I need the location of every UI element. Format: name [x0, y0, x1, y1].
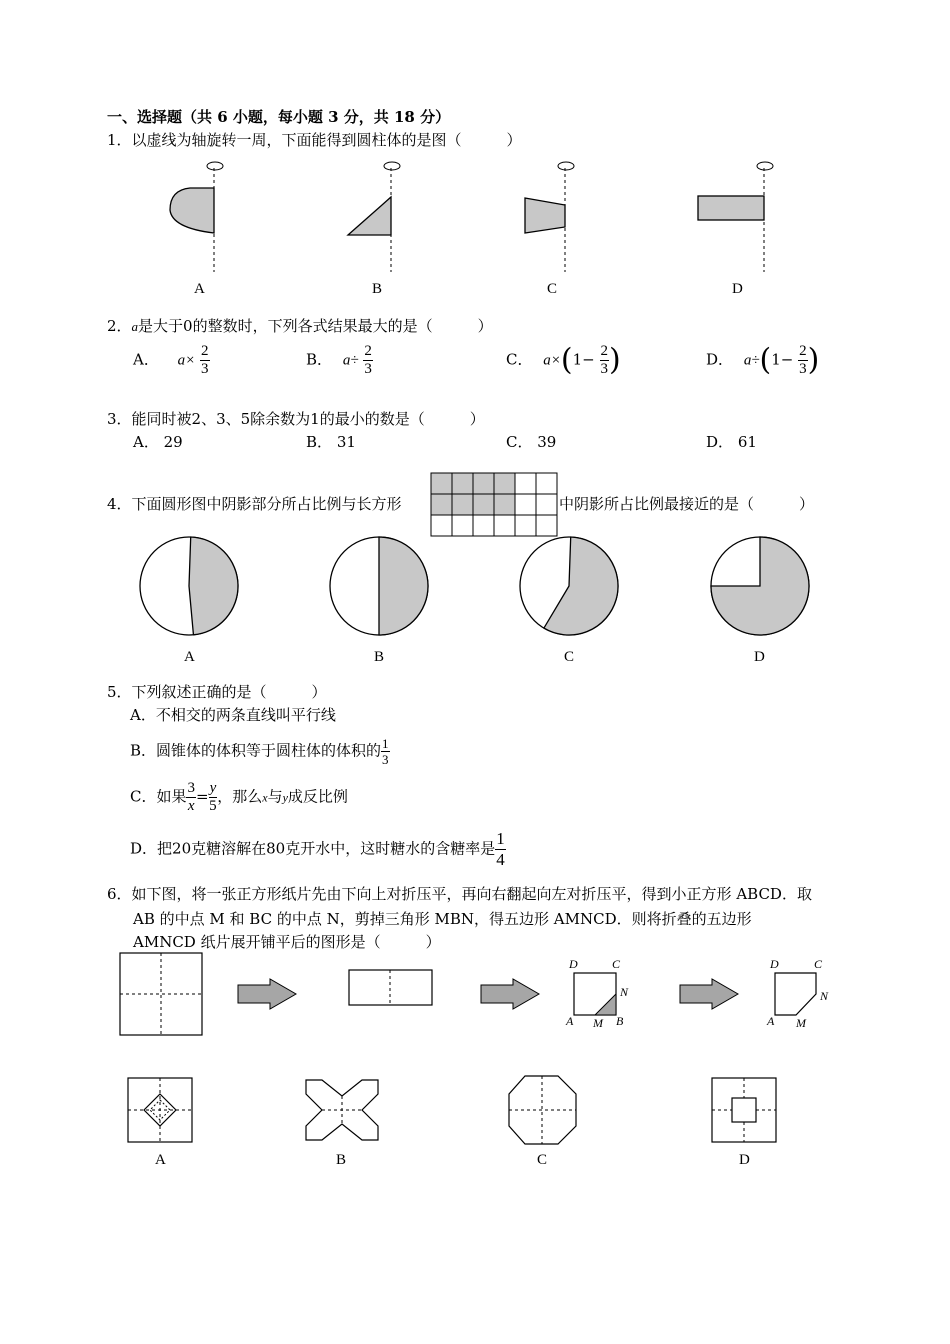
q3-option-a: A． 29 [133, 433, 183, 451]
q6-label-a: A [155, 1152, 166, 1168]
q6-label-c: C [537, 1152, 548, 1168]
q4-label-a: A [184, 649, 195, 665]
q5-option-d: D．把20克糖溶解在80克开水中，这时糖水的含糖率是 $\frac{1}{4}$ [130, 829, 505, 869]
q4-stem-b: 中阴影所占比例最接近的是（ ） [559, 495, 815, 513]
q1-stem: 1．以虚线为轴旋转一周，下面能得到圆柱体的是图（ ） [107, 131, 522, 149]
q1-label-a: A [194, 281, 205, 297]
arrow-right-icon [481, 979, 539, 1009]
vertex-d-label: D [770, 957, 779, 971]
q4-label-d: D [754, 649, 765, 665]
vertex-n-label: N [820, 989, 829, 1003]
q6-answer-a-figure [128, 1078, 192, 1142]
q4-label-b: B [374, 649, 385, 665]
vertex-a-label: A [566, 1014, 574, 1028]
q6-line1: 6．如下图，将一张正方形纸片先由下向上对折压平，再向右翻起向左对折压平，得到小正方形 ABCD．取 [107, 885, 812, 903]
q6-label-b: B [336, 1152, 347, 1168]
q2-stem: 2．a是大于0的整数时，下列各式结果最大的是（ ） [107, 317, 493, 335]
q6-line3: AMNCD 纸片展开铺平后的图形是（ ） [133, 933, 441, 951]
q6-small-square [574, 973, 616, 1015]
vertex-c-label: C [612, 957, 621, 971]
q4-label-c: C [564, 649, 575, 665]
vertex-b-label: B [616, 1014, 624, 1028]
q6-paper-rectangle [349, 970, 432, 1005]
q6-answer-d-figure [712, 1078, 776, 1142]
q6-answer-c-figure [509, 1076, 576, 1144]
q6-line2: AB 的中点 M 和 BC 的中点 N，剪掉三角形 MBN，得五边形 AMNCD．则将折叠的五边形 [133, 910, 752, 928]
q1-label-c: C [547, 281, 558, 297]
q3-option-d: D． 61 [706, 433, 757, 451]
q3-option-c: C． 39 [506, 433, 557, 451]
q4-stem-a: 4．下面圆形图中阴影部分所占比例与长方形 [107, 495, 402, 513]
q3-stem: 3．能同时被2、3、5除余数为1的最小的数是（ ） [107, 410, 485, 428]
vertex-m-label: M [593, 1016, 603, 1030]
vertex-d-label: D [569, 957, 578, 971]
q2-option-a: A． a× $\frac{2}{3}$ [133, 343, 209, 377]
q2-option-c: C． a×(1− $\frac{2}{3}$ ) [506, 342, 621, 378]
q1-label-b: B [372, 281, 383, 297]
q6-label-d: D [739, 1152, 750, 1168]
q6-pentagon [775, 973, 816, 1015]
q2-option-d: D． a÷(1− $\frac{2}{3}$ ) [706, 342, 820, 378]
vertex-a-label: A [767, 1014, 775, 1028]
vertex-m-label: M [796, 1016, 806, 1030]
section-title: 一、选择题（共 6 小题，每小题 3 分，共 18 分） [107, 108, 451, 126]
q3-option-b: B． 31 [306, 433, 356, 451]
arrow-right-icon [680, 979, 738, 1009]
q5-option-b: B．圆锥体的体积等于圆柱体的体积的 $\frac{1}{3}$ [130, 736, 389, 767]
vertex-n-label: N [620, 985, 629, 999]
q5-stem: 5．下列叙述正确的是（ ） [107, 683, 327, 701]
q6-paper-square [120, 953, 202, 1035]
vertex-c-label: C [814, 957, 823, 971]
q1-label-d: D [732, 281, 743, 297]
q5-option-c: C．如果 $\frac{3}{x}$ = $\frac{y}{5}$ ，那么x与y成反比例 [130, 780, 348, 814]
q6-answer-b-figure [306, 1080, 378, 1140]
q5-option-a: A．不相交的两条直线叫平行线 [130, 706, 336, 724]
q2-option-b: B． a÷ $\frac{2}{3}$ [306, 343, 372, 377]
arrow-right-icon [238, 979, 296, 1009]
